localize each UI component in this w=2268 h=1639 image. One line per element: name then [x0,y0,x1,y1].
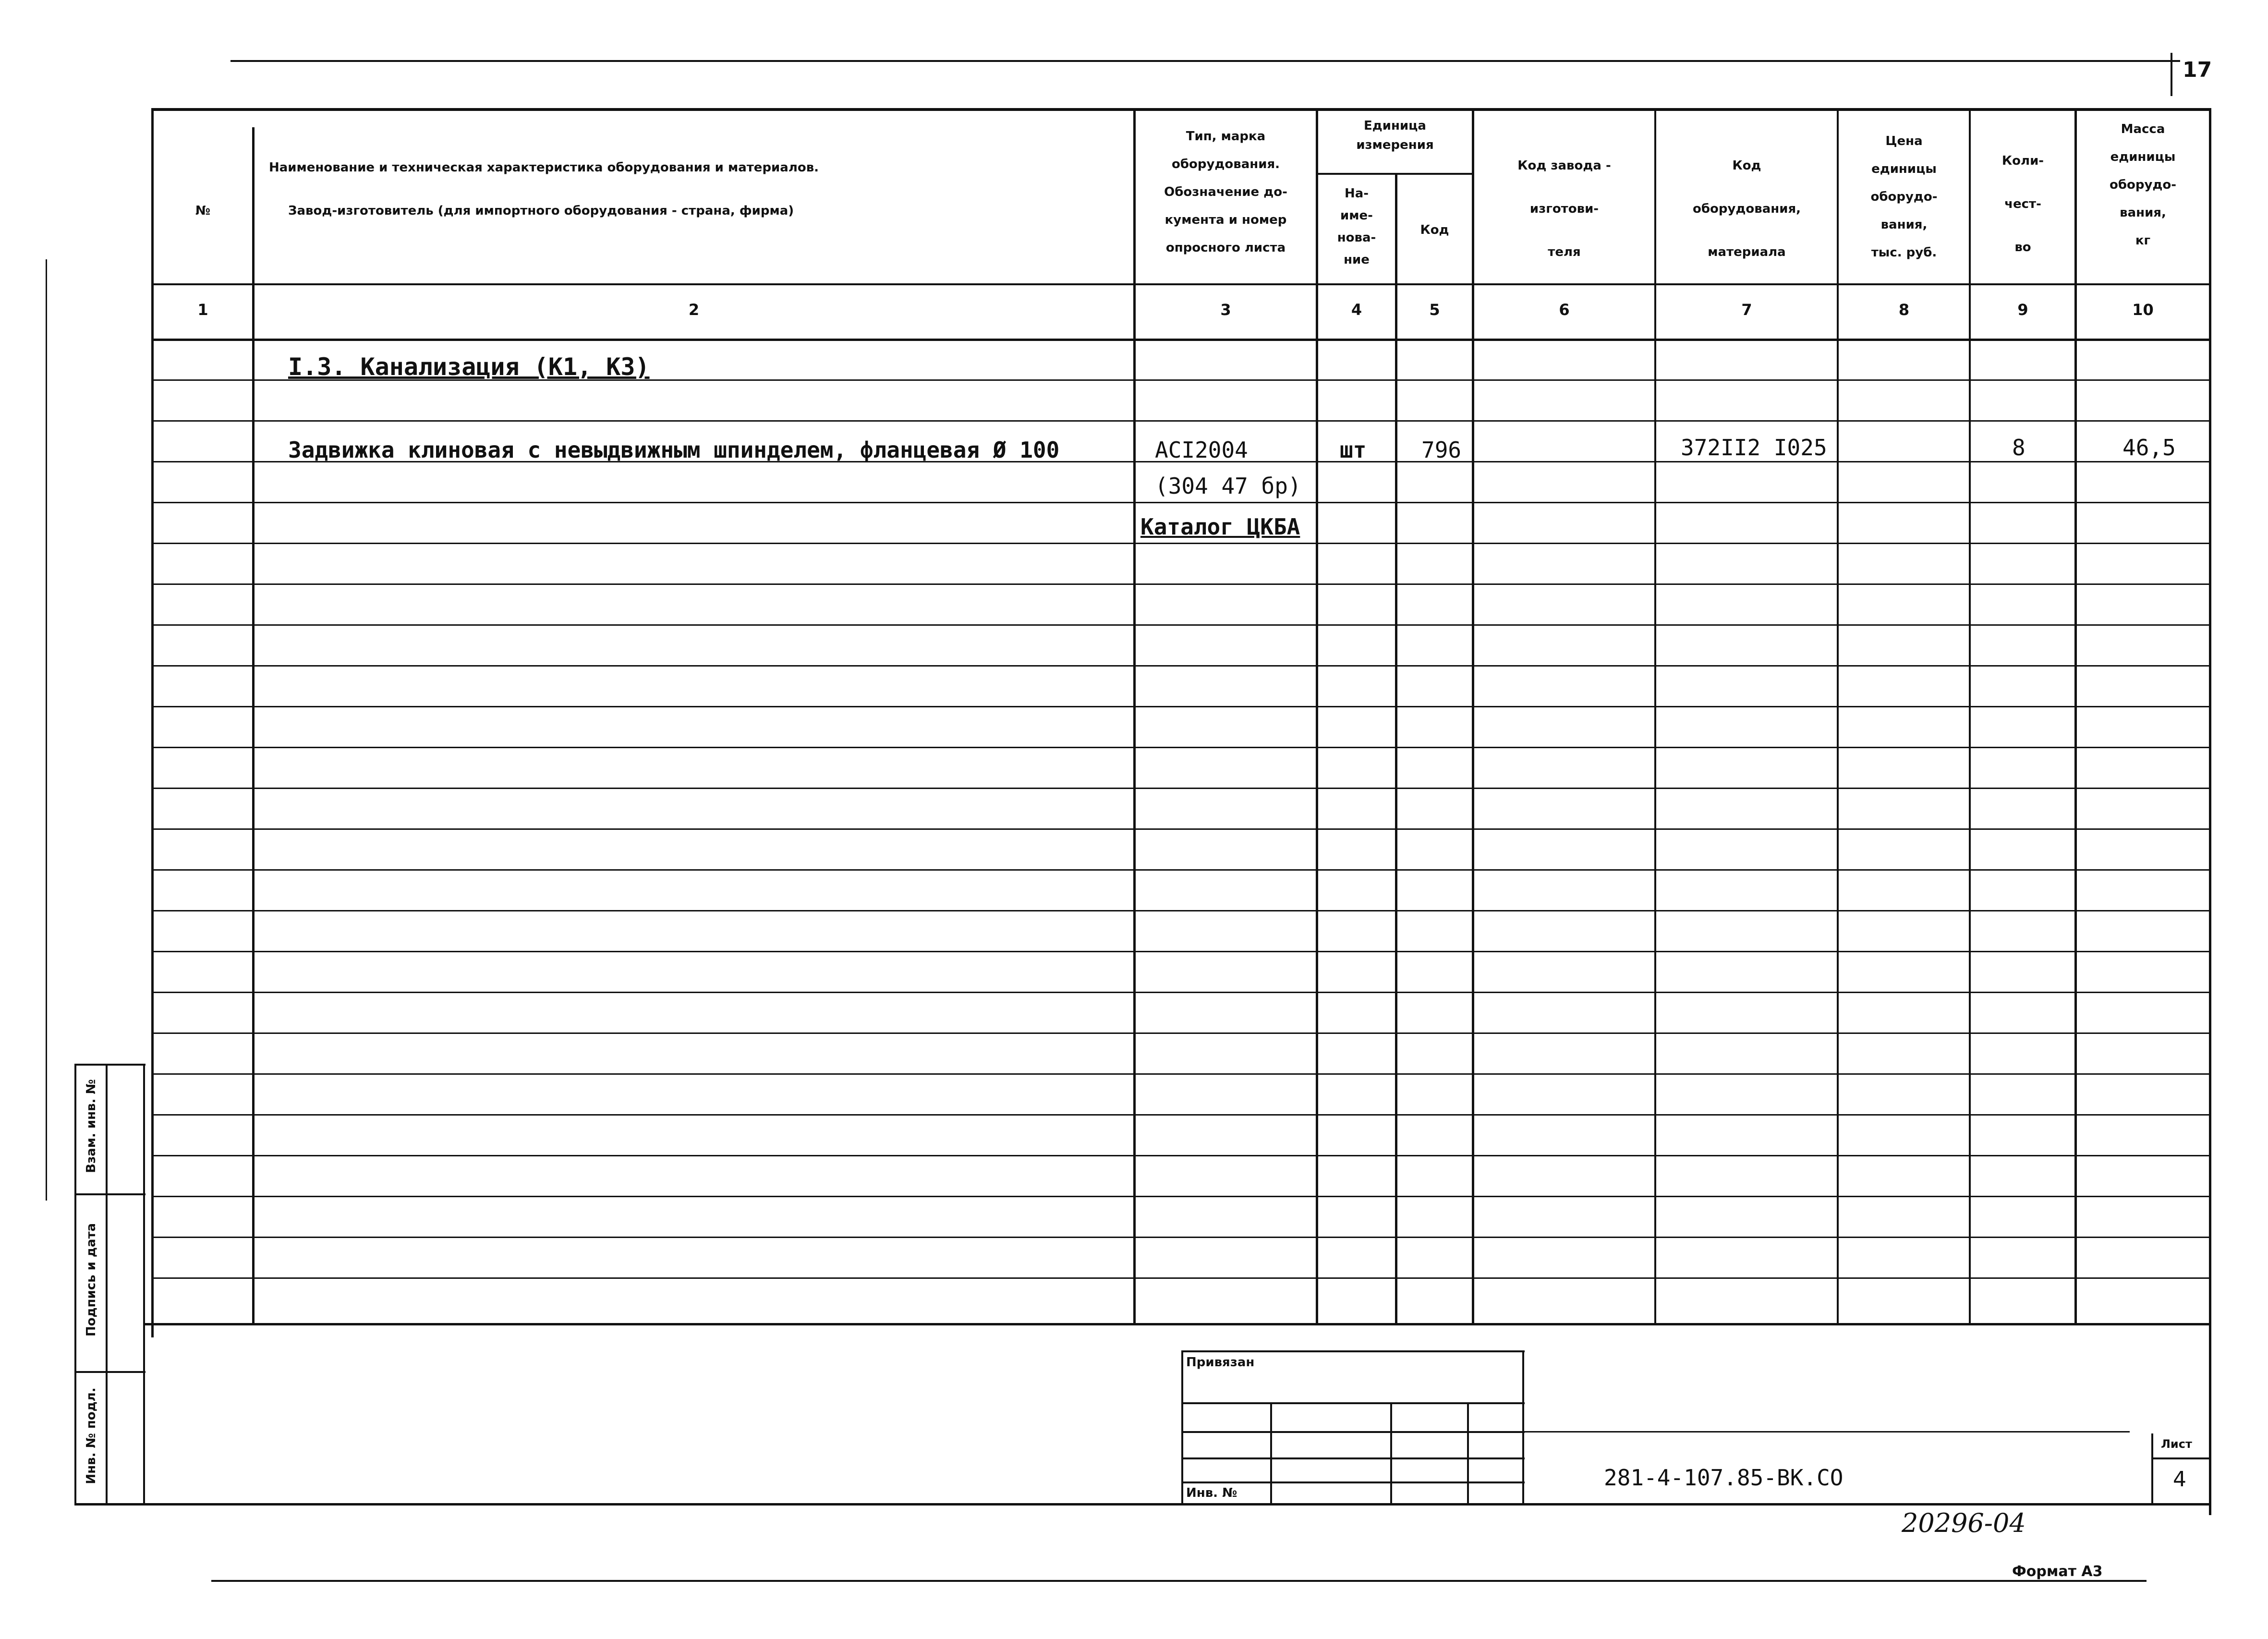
table-row-line [151,1032,2211,1034]
tb-top [1181,1350,1525,1352]
header-col9-l2: чест- [2004,197,2041,211]
header-col3-l5: опросного листа [1165,241,1286,255]
table-left [151,108,154,1337]
colnum-bottom [151,339,2211,341]
header-col7-l2: оборудования, [1692,202,1801,216]
item-type-line3: Каталог ЦКБА [1140,514,1300,540]
header-col5: Код [1420,223,1449,237]
header-col10-l3: оборудо- [2109,178,2177,192]
vline-8 [1969,108,1971,1325]
sheet-box-div [2151,1457,2211,1459]
colnum-3: 3 [1220,301,1231,319]
header-col10-l4: вания, [2120,206,2166,220]
table-bottom [144,1323,2211,1325]
colnum-4: 4 [1351,301,1362,319]
tb-col3 [1467,1402,1469,1503]
table-row-line [151,1277,2211,1279]
header-col3-l4: кумента и номер [1164,213,1287,227]
item-code: 372II2 I025 [1681,435,1827,461]
table-row-line [151,992,2211,993]
side-stamp-inv-replace: Взам. инв. № [84,1079,98,1173]
header-col8-l3: оборудо- [1870,190,1938,204]
sheet-number: 4 [2173,1467,2186,1492]
vline-9 [2074,108,2077,1325]
header-col3 [1136,122,1316,262]
header-col3-l1: Тип, марка [1186,129,1266,144]
tb-col2 [1390,1402,1392,1503]
header-col4 [1318,182,1395,271]
table-row-line [151,420,2211,422]
table-row-line [151,828,2211,830]
header-col2-line1: Наименование и техническая характеристика оборудования и материалов. [269,160,819,175]
colnum-8: 8 [1898,301,1910,319]
footer-line [211,1580,2147,1582]
colnum-10: 10 [2132,301,2154,319]
header-unit-l1: Единица [1364,119,1426,133]
table-row-line [151,1237,2211,1238]
header-col10-l2: единицы [2110,150,2176,164]
side-stamp-signature-date: Подпись и дата [84,1223,98,1337]
table-row-line [151,583,2211,585]
tb-left [1181,1350,1183,1504]
top-border-line [230,60,2180,62]
header-bottom [151,283,2211,285]
table-row-line [151,706,2211,707]
vline-4 [1395,173,1397,1325]
table-row-line [151,1196,2211,1197]
tb-col1 [1270,1402,1272,1503]
margin-tick [46,259,47,1201]
item-unit-code: 796 [1421,437,1462,463]
header-col9-l3: во [2014,240,2031,255]
header-col6-l2: изготови- [1529,202,1599,216]
header-col1: № [195,204,211,218]
sheet-box-left [2151,1433,2153,1505]
header-col8 [1839,127,1969,267]
side-stamp-div2 [74,1371,146,1373]
tb-row3 [1181,1457,1525,1459]
table-row-line [151,1155,2211,1156]
header-col4-l1: На- [1344,186,1369,201]
table-row-line [151,624,2211,626]
item-mass: 46,5 [2122,435,2176,461]
colnum-2: 2 [688,301,700,319]
vline-7 [1837,108,1839,1325]
table-right [2209,108,2211,1515]
table-row-line [151,951,2211,952]
header-col8-l4: вания, [1880,218,1928,232]
tb-row1 [1181,1402,1525,1404]
header-col10 [2077,115,2209,255]
side-stamp-inv-original: Инв. № подл. [84,1387,98,1484]
header-col8-l2: единицы [1871,162,1937,176]
header-col8-l5: тыс. руб. [1871,245,1937,260]
header-col6-l3: теля [1548,245,1581,259]
table-row-line [151,910,2211,911]
vline-2 [1133,108,1136,1325]
table-row-line [151,1073,2211,1075]
doc-code: 281-4-107.85-ВК.СО [1604,1465,1844,1491]
table-row-line [151,543,2211,544]
table-row-line [151,502,2211,503]
header-unit-l2: измерения [1356,138,1434,152]
header-col10-l1: Масса [2121,122,2165,136]
unit-subheader-line [1316,173,1474,175]
table-row-line [151,1114,2211,1116]
handwritten-code: 20296-04 [1902,1508,2026,1538]
colnum-1: 1 [197,301,208,319]
tb-right [1522,1350,1524,1504]
sheet-label: Лист [2161,1437,2192,1451]
tb-doc-line [1525,1431,2130,1433]
header-col7-l1: Код [1732,158,1761,173]
header-col9-l1: Коли- [2001,154,2044,168]
header-col7 [1657,144,1837,274]
table-top [151,108,2211,111]
side-stamp-right [106,1064,108,1505]
page-number: 17 [2183,58,2212,82]
colnum-7: 7 [1741,301,1752,319]
item-qty: 8 [2012,435,2025,461]
item-type-line1: АСI2004 [1155,437,1248,463]
colnum-5: 5 [1429,301,1440,319]
table-row-line [151,665,2211,667]
tb-inv-no: Инв. № [1186,1486,1237,1500]
table-row-line [151,869,2211,871]
side-stamp-left [74,1064,76,1505]
header-col10-l5: кг [2135,233,2151,248]
header-col4-l3: нова- [1337,231,1376,245]
table-row-line [151,788,2211,789]
colnum-9: 9 [2017,301,2028,319]
header-col7-l3: материала [1708,245,1786,259]
header-col9 [1971,139,2074,269]
item-name: Задвижка клиновая с невыдвижным шпинделем, фланцевая Ø 100 [288,437,1060,463]
header-unit-group [1318,116,1472,155]
tb-row4 [1181,1481,1525,1483]
format-label: Формат А3 [2012,1563,2103,1580]
tb-privyazan: Привязан [1186,1355,1255,1370]
header-col6-l1: Код завода - [1517,158,1611,173]
section-title: I.3. Канализация (К1, К3) [288,353,650,381]
item-unit: шт [1340,437,1367,463]
header-col6 [1474,144,1654,274]
vline-5 [1472,108,1474,1325]
colnum-6: 6 [1559,301,1570,319]
header-col2-line2: Завод-изготовитель (для импортного оборудования - страна, фирма) [288,204,794,218]
page-number-box-left [2171,53,2172,96]
item-type-line2: (304 47 бр) [1155,473,1301,499]
header-col3-l3: Обозначение до- [1164,185,1287,199]
table-row-line [151,747,2211,748]
header-col8-l1: Цена [1885,134,1923,148]
side-stamp-outer [143,1064,145,1505]
header-col3-l2: оборудования. [1171,157,1280,171]
header-col4-l4: ние [1344,253,1370,267]
side-stamp-div1 [74,1193,146,1195]
frame-bottom [74,1503,2211,1505]
vline-3 [1316,108,1318,1325]
vline-6 [1654,108,1656,1325]
header-col4-l2: име- [1340,208,1373,223]
tb-row2 [1181,1431,1525,1433]
